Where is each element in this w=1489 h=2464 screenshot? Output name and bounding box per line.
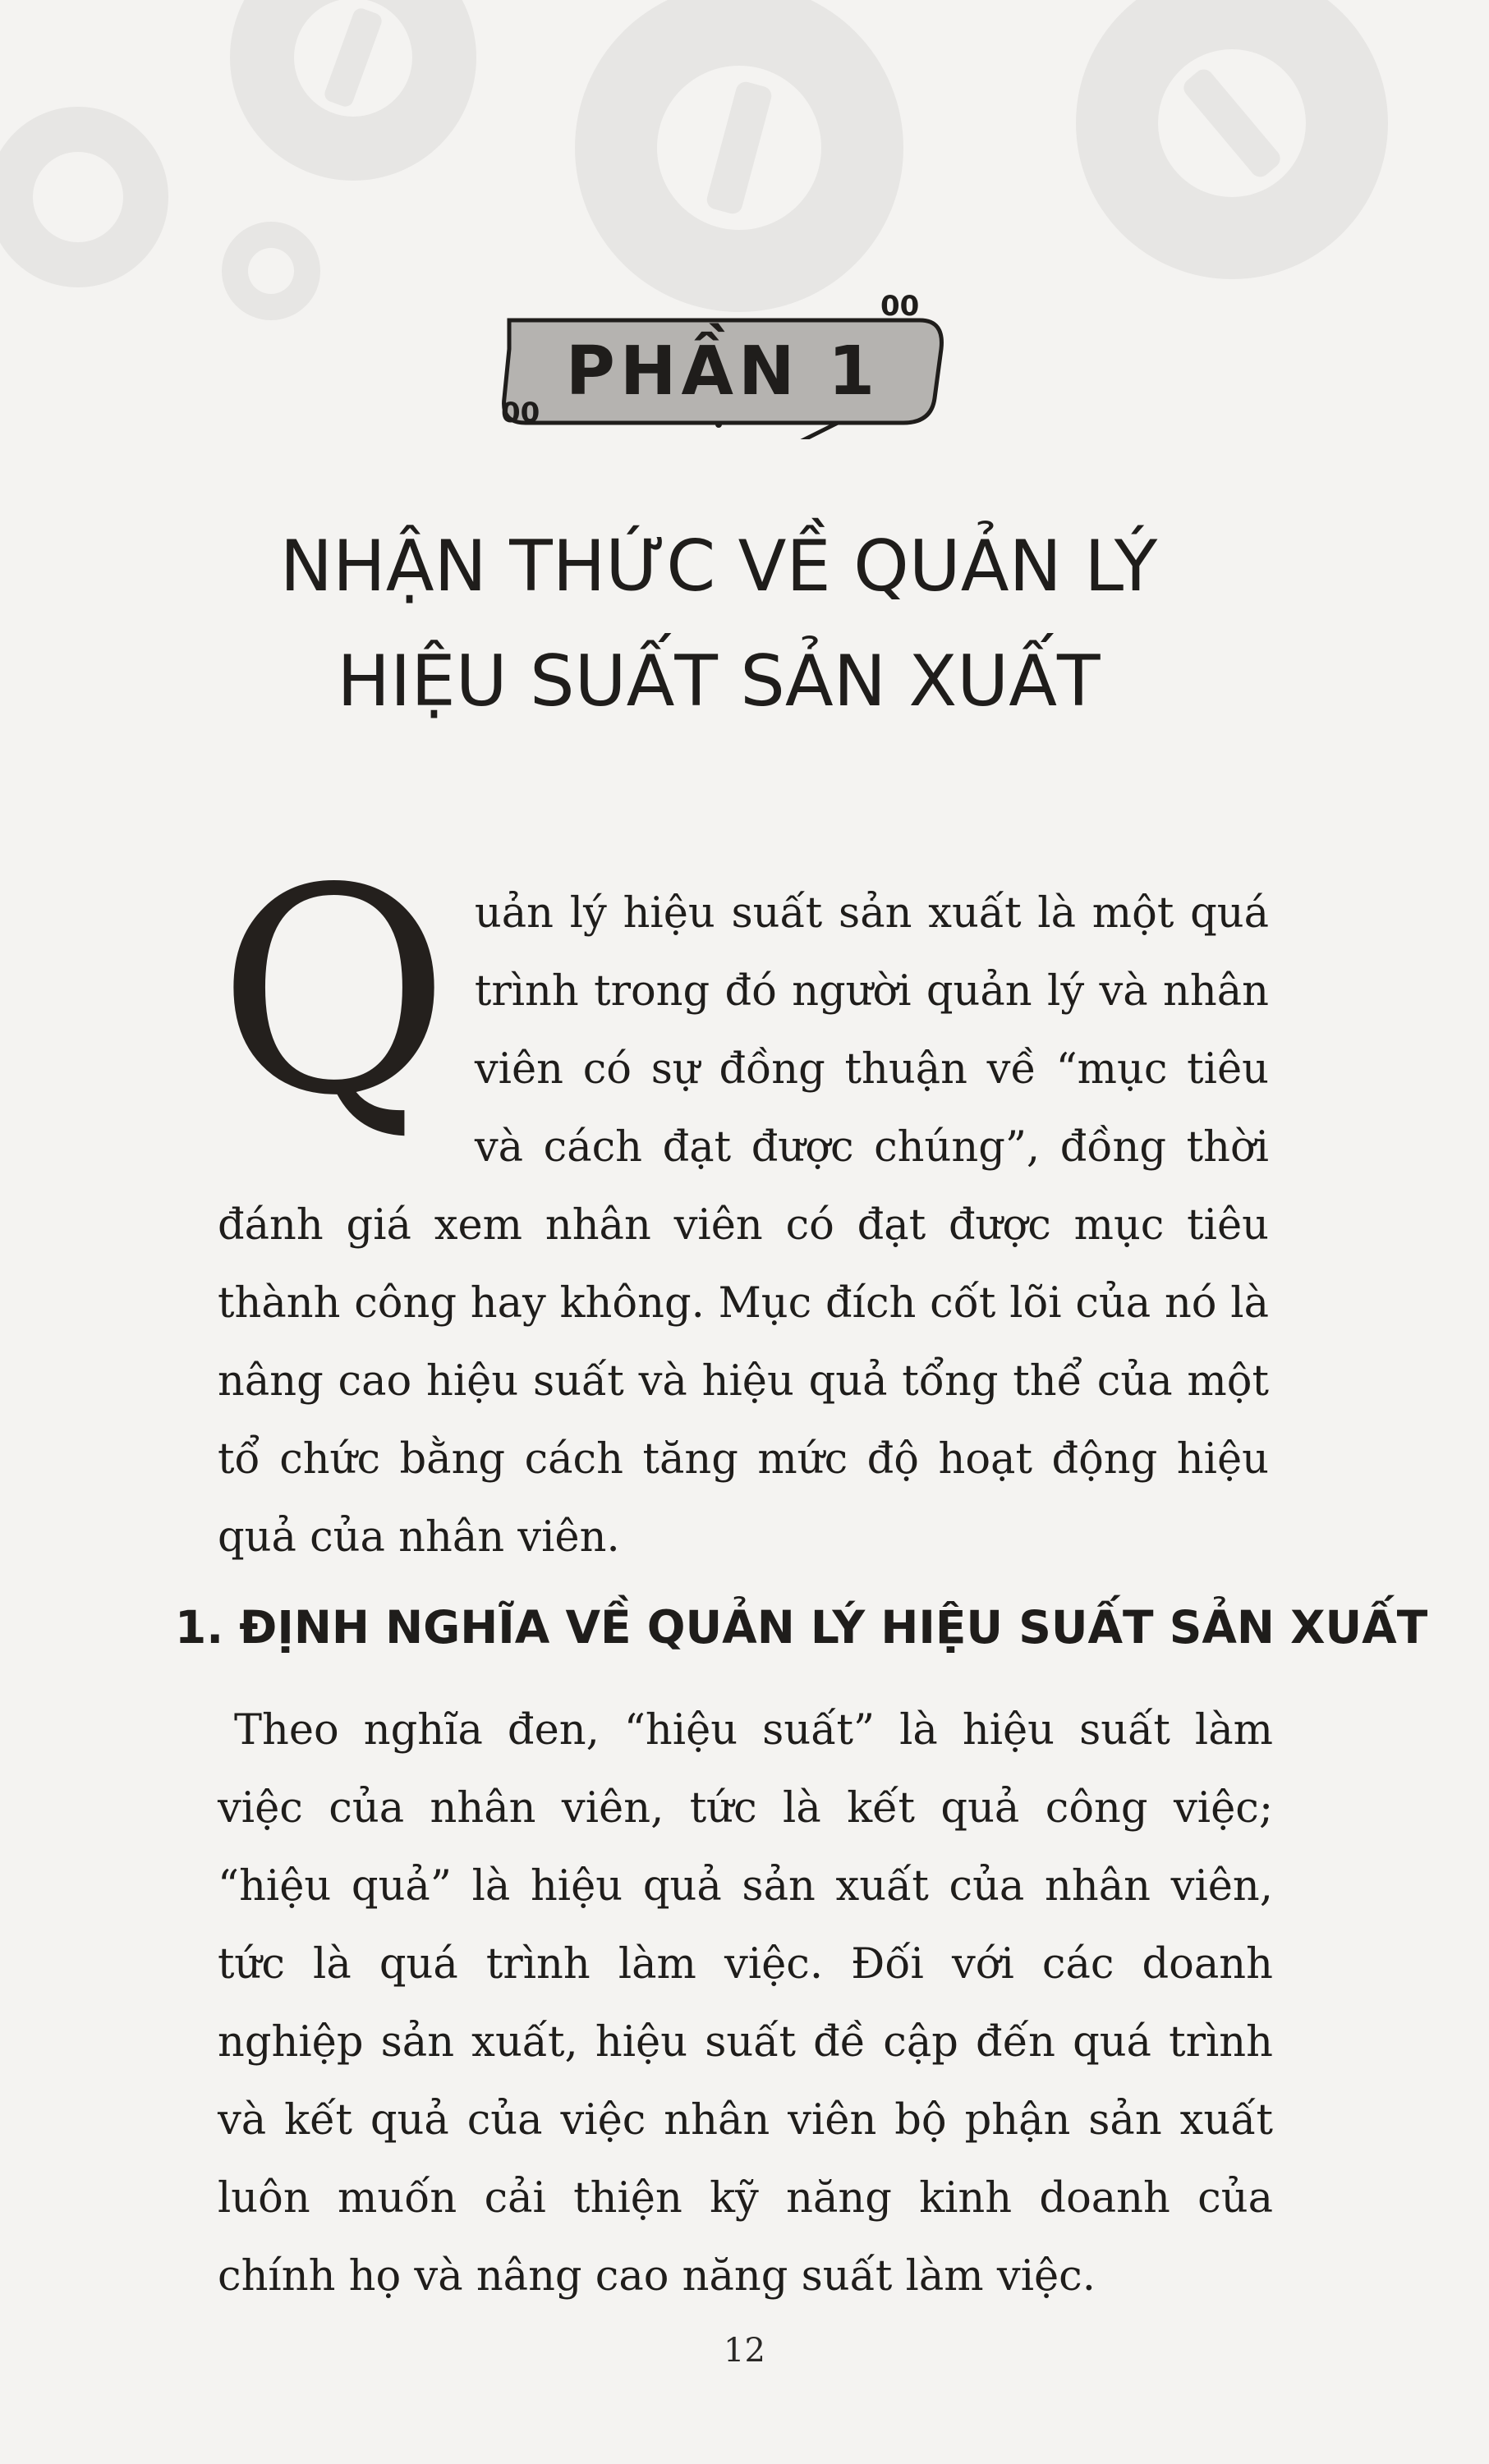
intro-text: uản lý hiệu suất sản xuất là một quá trình trong đó người quản lý và nhân viên có sự đồng thuận về “mục tiêu và cách đạt được chúng”, đồng thời đánh giá xem nhân viên có đạt được mục tiêu thành công hay không. Mục đích cốt lõi của nó là nâng cao hiệu suất và hiệu quả tổng thể của một tổ chức bằng cách tăng mức độ hoạt động hiệu quả của nhân viên.	[218, 889, 1269, 1562]
section-body: Theo nghĩa đen, “hiệu suất” là hiệu suất làm việc của nhân viên, tức là kết quả công việc; “hiệu quả” là hiệu quả sản xuất của nhân viên, tức là quá trình làm việc. Đối với các doanh nghiệp sản xuất, hiệu suất đề cập đến quá trình và kết quả của việc nhân viên bộ phận sản xuất luôn muốn cải thiện kỹ năng kinh doanh của chính họ và nâng cao năng suất làm việc.	[218, 1706, 1273, 2301]
gear-icon	[575, 0, 903, 312]
gear-icon	[1076, 0, 1388, 279]
intro-paragraph	[218, 828, 1269, 1576]
chapter-title	[123, 509, 1314, 739]
drop-cap: Q	[218, 828, 450, 1158]
badge-decoration-bottom: 00	[501, 397, 540, 429]
chapter-title-line: NHẬN THỨC VỀ QUẢN LÝ	[279, 525, 1158, 608]
page-number: 12	[724, 2332, 765, 2370]
chapter-badge	[485, 290, 961, 439]
gear-icon	[222, 222, 320, 320]
badge-decoration-top: 00	[880, 290, 920, 323]
gear-icon	[0, 107, 168, 287]
chapter-title-line: HIỆU SUẤT SẢN XUẤT	[337, 640, 1101, 723]
chapter-label: PHẦN 1	[565, 333, 880, 411]
gear-icon	[230, 0, 476, 181]
section-heading: 1. ĐỊNH NGHĨA VỀ QUẢN LÝ HIỆU SUẤT SẢN XUẤT	[175, 1601, 1428, 1654]
